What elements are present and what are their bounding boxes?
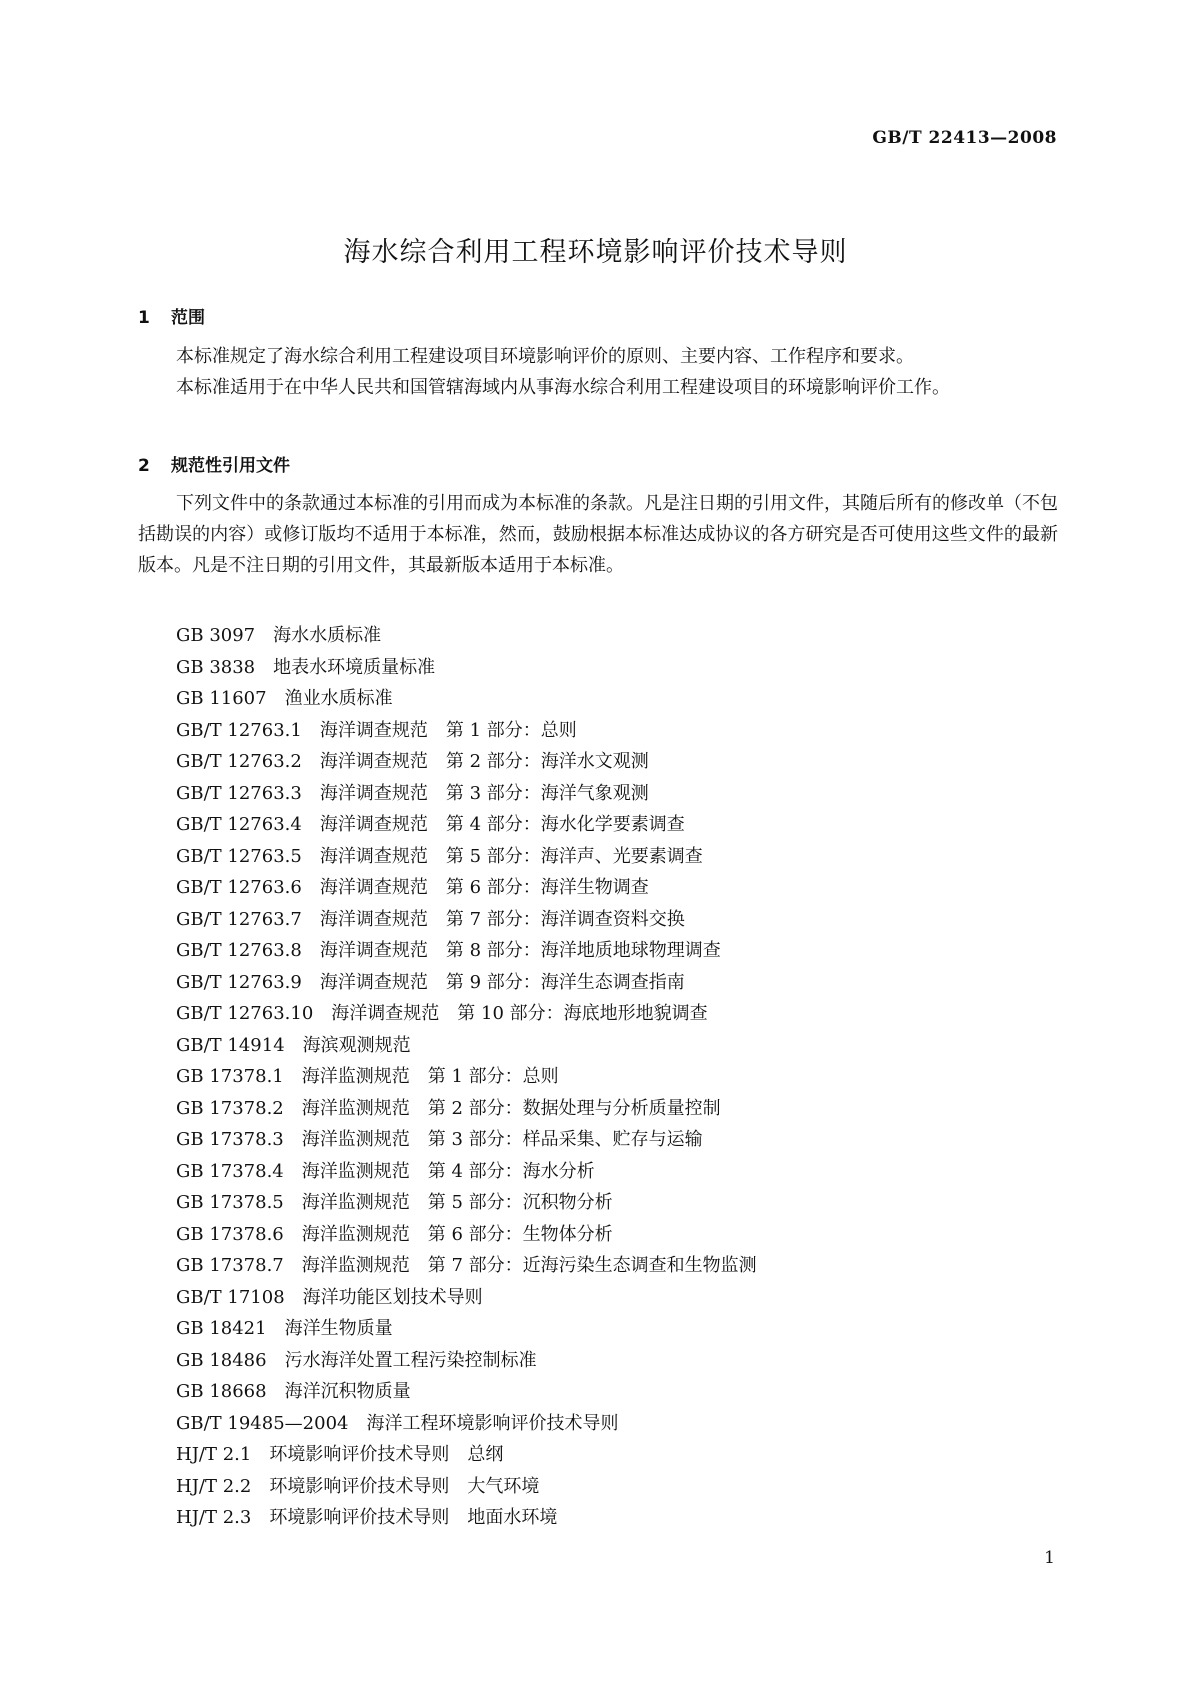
reference-item [176, 620, 757, 652]
reference-title [302, 1192, 613, 1213]
scope-paragraph-2: 本标准适用于在中华人民共和国管辖海域内从事海水综合利用工程建设项目的环境影响评价工作。 [176, 377, 950, 398]
scope-paragraph-1: 本标准规定了海水综合利用工程建设项目环境影响评价的原则、主要内容、工作程序和要求。 [176, 346, 914, 367]
reference-title [269, 1507, 557, 1528]
reference-part: 第 3 部分：样品采集、贮存与运输 [427, 1129, 703, 1150]
reference-code: GB 18486 [176, 1349, 267, 1371]
reference-part: 第 1 部分：总则 [427, 1066, 559, 1087]
reference-name: 海洋功能区划技术导则 [302, 1286, 483, 1308]
reference-item [176, 715, 757, 747]
section-2-heading [138, 451, 290, 476]
reference-name: 海洋调查规范 [319, 782, 428, 804]
reference-part: 第 5 部分：沉积物分析 [427, 1192, 613, 1213]
section-number: 2 [138, 456, 150, 476]
reference-title [320, 846, 703, 867]
reference-title [320, 720, 577, 741]
reference-name: 海洋监测规范 [301, 1255, 410, 1276]
reference-item [176, 1187, 757, 1219]
reference-part: 第 4 部分：海水分析 [427, 1160, 595, 1182]
reference-item [176, 1502, 757, 1534]
document-title: 海水综合利用工程环境影响评价技术导则 [343, 237, 848, 268]
reference-title [331, 1003, 707, 1024]
reference-item [176, 1471, 757, 1503]
reference-name: 海洋监测规范 [301, 1223, 410, 1245]
reference-item [176, 746, 757, 778]
reference-code: GB/T 12763.3 [176, 782, 302, 804]
reference-part: 第 1 部分：总则 [445, 719, 577, 741]
reference-name: 海洋调查规范 [319, 719, 428, 741]
reference-part: 第 6 部分：海洋生物调查 [445, 877, 649, 898]
reference-title [269, 1476, 539, 1497]
reference-title [320, 751, 649, 772]
reference-code: GB/T 12763.9 [176, 971, 302, 993]
reference-code: GB 3097 [176, 625, 256, 646]
reference-part: 第 9 部分：海洋生态调查指南 [445, 971, 685, 993]
reference-name: 海洋调查规范 [319, 940, 428, 961]
reference-name: 海滨观测规范 [302, 1034, 411, 1056]
reference-code: GB 17378.7 [176, 1255, 284, 1276]
reference-name: 海洋监测规范 [301, 1066, 410, 1087]
reference-name: 地表水环境质量标准 [273, 656, 436, 678]
reference-title [285, 688, 393, 709]
reference-title [320, 972, 685, 993]
reference-part: 第 7 部分：海洋调查资料交换 [445, 908, 685, 930]
reference-part: 第 3 部分：海洋气象观测 [445, 782, 649, 804]
reference-code: GB/T 19485—2004 [176, 1412, 349, 1434]
reference-code: GB 17378.6 [176, 1223, 284, 1245]
reference-name: 渔业水质标准 [284, 688, 393, 709]
reference-name: 环境影响评价技术导则 [269, 1507, 450, 1528]
section-title: 范围 [171, 308, 205, 328]
reference-item [176, 1376, 757, 1408]
reference-code: GB 11607 [176, 688, 267, 709]
reference-title [302, 1224, 613, 1245]
reference-part: 总纲 [467, 1444, 504, 1465]
reference-title [285, 1381, 411, 1402]
reference-code: GB 17378.3 [176, 1129, 284, 1150]
section-title: 规范性引用文件 [171, 456, 290, 476]
reference-name: 海洋调查规范 [319, 908, 428, 930]
reference-code: GB 3838 [176, 656, 256, 678]
reference-item [176, 652, 757, 684]
section-1-heading [138, 303, 205, 328]
reference-name: 海洋监测规范 [301, 1129, 410, 1150]
reference-part: 第 8 部分：海洋地质地球物理调查 [445, 940, 721, 961]
page-number: 1 [1044, 1548, 1055, 1568]
reference-code: GB 17378.5 [176, 1192, 284, 1213]
reference-code: GB/T 12763.7 [176, 908, 302, 930]
reference-name: 海洋监测规范 [301, 1097, 410, 1119]
reference-name: 海洋生物质量 [284, 1318, 393, 1339]
reference-item [176, 809, 757, 841]
reference-name: 海洋调查规范 [331, 1003, 440, 1024]
reference-code: HJ/T 2.3 [176, 1507, 252, 1528]
reference-code: GB 17378.4 [176, 1160, 284, 1182]
reference-item [176, 1439, 757, 1471]
reference-item [176, 998, 757, 1030]
reference-name: 海洋工程环境影响评价技术导则 [366, 1412, 619, 1434]
reference-code: GB/T 12763.10 [176, 1003, 314, 1024]
reference-title [303, 1287, 483, 1308]
reference-code: GB/T 12763.2 [176, 751, 302, 772]
reference-item [176, 967, 757, 999]
reference-code: GB/T 12763.4 [176, 814, 302, 835]
reference-name: 海洋监测规范 [301, 1192, 410, 1213]
reference-part: 第 5 部分：海洋声、光要素调查 [445, 845, 703, 867]
reference-title [320, 877, 649, 898]
reference-part: 第 4 部分：海水化学要素调查 [445, 814, 685, 835]
section-number: 1 [138, 308, 150, 328]
reference-part: 第 10 部分：海底地形地貌调查 [457, 1003, 708, 1024]
reference-item [176, 1156, 757, 1188]
reference-item [176, 1093, 757, 1125]
reference-title [269, 1444, 503, 1465]
reference-code: HJ/T 2.1 [176, 1444, 252, 1465]
reference-item [176, 683, 757, 715]
reference-item [176, 1282, 757, 1314]
reference-name: 海洋调查规范 [319, 751, 428, 772]
reference-item [176, 872, 757, 904]
reference-code: HJ/T 2.2 [176, 1475, 252, 1497]
reference-item [176, 1219, 757, 1251]
reference-part: 第 7 部分：近海污染生态调查和生物监测 [427, 1255, 757, 1276]
reference-code: GB/T 12763.8 [176, 940, 302, 961]
reference-title [285, 1318, 393, 1339]
reference-name: 海洋调查规范 [319, 877, 428, 898]
reference-part: 第 2 部分：海洋水文观测 [445, 751, 649, 772]
reference-title [302, 1066, 559, 1087]
reference-title [285, 1350, 537, 1371]
reference-part: 地面水环境 [467, 1507, 558, 1528]
reference-code: GB/T 12763.5 [176, 845, 302, 867]
reference-item [176, 1061, 757, 1093]
reference-item [176, 904, 757, 936]
reference-name: 海洋调查规范 [319, 845, 428, 867]
reference-name: 海洋沉积物质量 [284, 1381, 411, 1402]
reference-code: GB 17378.1 [176, 1066, 284, 1087]
reference-item [176, 1345, 757, 1377]
reference-code: GB 18668 [176, 1381, 267, 1402]
reference-title [303, 1035, 411, 1056]
references-intro-paragraph: 下列文件中的条款通过本标准的引用而成为本标准的条款。凡是注日期的引用文件，其随后所有的修改单（不包括勘误的内容）或修订版均不适用于本标准，然而，鼓励根据本标准达成协议的各方研究是否可使用这些文件的最新版本。凡是不注日期的引用文件，其最新版本适用于本标准。 [138, 493, 1058, 576]
reference-name: 海洋监测规范 [301, 1160, 410, 1182]
reference-part: 大气环境 [467, 1475, 540, 1497]
reference-code: GB/T 17108 [176, 1286, 285, 1308]
reference-item [176, 1313, 757, 1345]
reference-name: 污水海洋处置工程污染控制标准 [284, 1349, 537, 1371]
reference-name: 环境影响评价技术导则 [269, 1444, 450, 1465]
reference-title [273, 657, 435, 678]
reference-item [176, 935, 757, 967]
reference-title [302, 1255, 757, 1276]
reference-code: GB/T 14914 [176, 1034, 285, 1056]
reference-title [366, 1413, 618, 1434]
reference-title [302, 1129, 703, 1150]
reference-item [176, 778, 757, 810]
reference-code: GB/T 12763.1 [176, 719, 302, 741]
reference-title [302, 1161, 595, 1182]
reference-part: 第 2 部分：数据处理与分析质量控制 [427, 1097, 721, 1119]
reference-title [320, 940, 721, 961]
normative-reference-list [176, 620, 757, 1534]
reference-title [320, 814, 685, 835]
reference-item [176, 1030, 757, 1062]
reference-code: GB 18421 [176, 1318, 267, 1339]
reference-code: GB/T 12763.6 [176, 877, 302, 898]
reference-part: 第 6 部分：生物体分析 [427, 1223, 613, 1245]
reference-name: 海水水质标准 [273, 625, 382, 646]
reference-item [176, 841, 757, 873]
reference-title [320, 783, 649, 804]
reference-title [320, 909, 685, 930]
reference-item [176, 1250, 757, 1282]
standard-code: GB/T 22413—2008 [872, 128, 1057, 148]
reference-item [176, 1124, 757, 1156]
reference-name: 海洋调查规范 [319, 971, 428, 993]
reference-name: 海洋调查规范 [319, 814, 428, 835]
reference-title [273, 625, 381, 646]
reference-name: 环境影响评价技术导则 [269, 1475, 450, 1497]
reference-title [302, 1098, 721, 1119]
reference-code: GB 17378.2 [176, 1097, 284, 1119]
reference-item [176, 1408, 757, 1440]
